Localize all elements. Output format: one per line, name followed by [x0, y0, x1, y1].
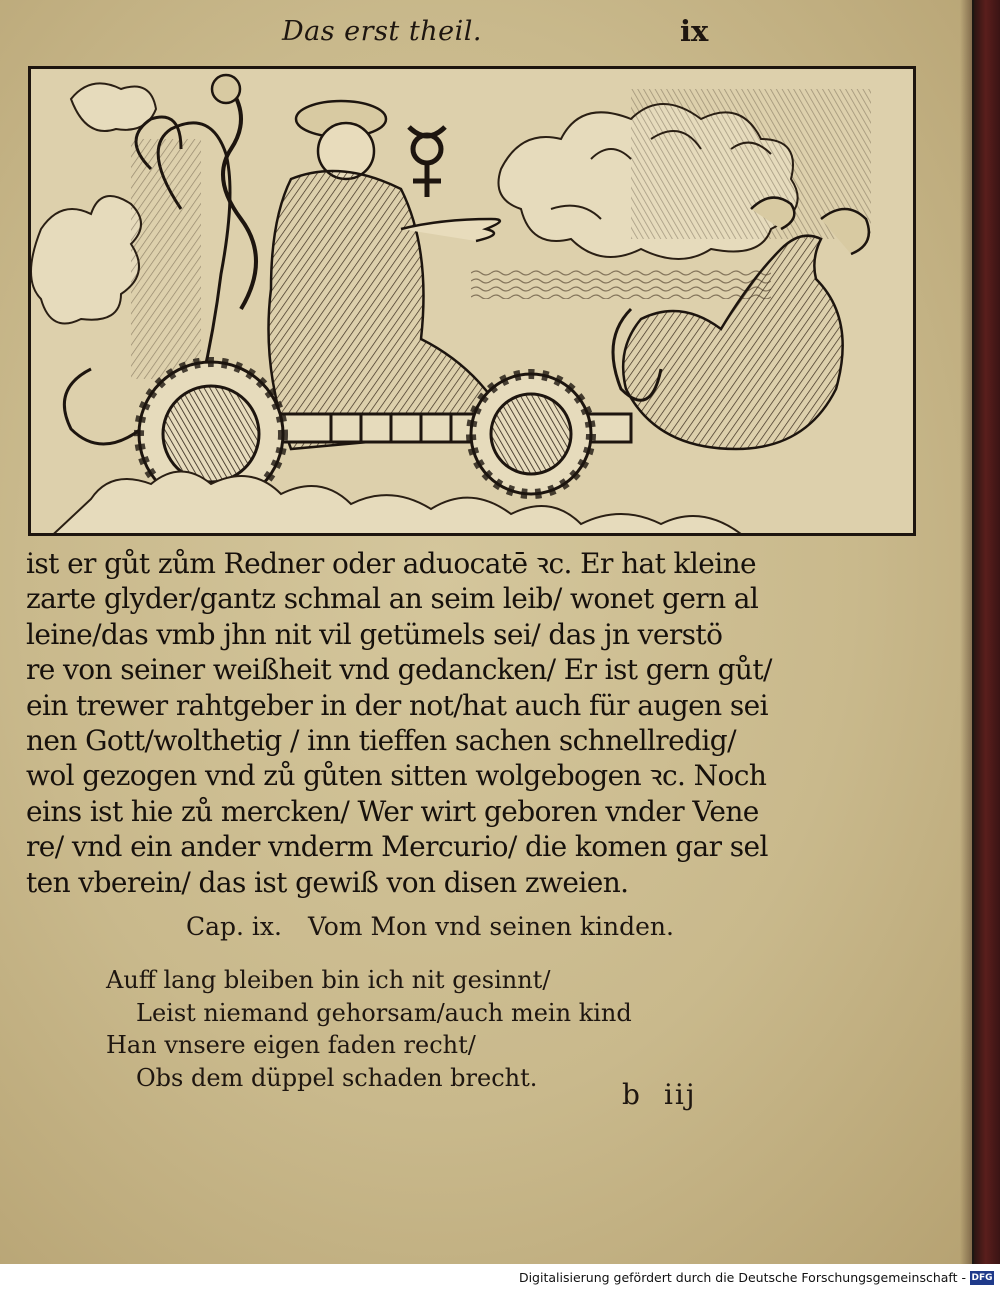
text-line: wol gezogen vnd zů gůten sitten wolgebogen ꝛc. Noch [26, 759, 767, 793]
verse-block [106, 964, 632, 1094]
chapter-label: Cap. ix. [186, 912, 282, 941]
chapter-title: Vom Mon vnd seinen kinden. [307, 912, 674, 941]
footer-bar [0, 1264, 1000, 1292]
text-line: leine/das vmb jhn nit vil getümels sei/ das jn verstö [26, 617, 723, 651]
text-line: ist er gůt zům Redner oder aduocatē ꝛc. Er hat kleine [26, 547, 756, 580]
verse-line: Leist niemand gehorsam/auch mein kind [136, 998, 632, 1027]
verse-line: Han vnsere eigen faden recht/ [106, 1031, 476, 1059]
signature-number: iij [663, 1078, 697, 1111]
verse-line: Obs dem düppel schaden brecht. [136, 1063, 538, 1092]
woodcut-illustration [28, 66, 916, 536]
book-binding [974, 0, 1000, 1266]
footer-credit: Digitalisierung gefördert durch die Deutsche Forschungsgemeinschaft - [518, 1270, 966, 1285]
signature-mark [622, 1078, 697, 1111]
text-line: re von seiner weißheit vnd gedancken/ Er ist gern gůt/ [26, 653, 772, 687]
text-line: eins ist hie zů mercken/ Wer wirt geboren vnder Vene [26, 794, 759, 828]
page-edge-shadow [960, 0, 972, 1264]
page-header [0, 12, 972, 52]
chariot-wheel-right [471, 374, 591, 494]
text-line: nen Gott/wolthetig / inn tieffen sachen schnellredig/ [26, 723, 736, 757]
text-line: ein trewer rahtgeber in der not/hat auch für augen sei [26, 688, 768, 722]
folio-number: ix [680, 14, 709, 48]
text-line: ten vberein/ das ist gewiß von disen zweien. [26, 865, 629, 899]
dfg-logo[interactable]: DFG [971, 1273, 993, 1283]
verse-line: Auff lang bleiben bin ich nit gesinnt/ [106, 966, 551, 994]
body-text [26, 546, 786, 900]
running-head: Das erst theil. [282, 16, 482, 47]
text-line: zarte glyder/gantz schmal an seim leib/ wonet gern al [26, 582, 759, 616]
signature-letter: b [622, 1078, 642, 1111]
text-line: re/ vnd ein ander vnderm Mercurio/ die komen gar sel [26, 830, 768, 864]
chapter-heading [186, 912, 674, 941]
